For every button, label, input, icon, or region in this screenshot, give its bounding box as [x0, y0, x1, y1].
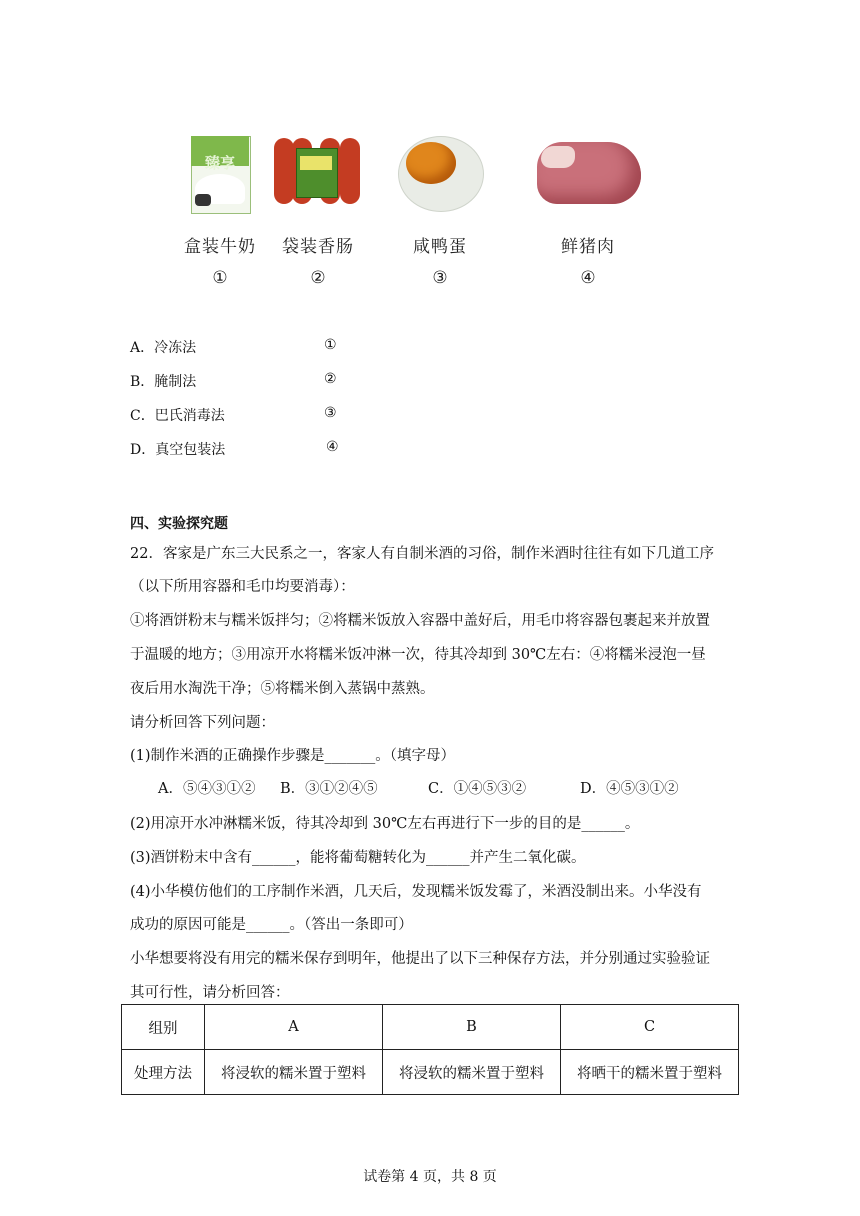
table-cell: B: [383, 1005, 561, 1050]
salted-egg-image: [392, 128, 488, 220]
figure-caption: 袋装香肠: [282, 237, 354, 257]
figure-item-sausage: [270, 128, 366, 288]
q22-line: 成功的原因可能是______。（答出一条即可）: [130, 917, 413, 933]
q22-line: (2)用凉开水冲淋糯米饭，待其冷却到 30℃左右再进行下一步的目的是______。: [130, 816, 640, 832]
figure-item-egg: [392, 128, 488, 288]
q22-line: 其可行性，请分析回答：: [130, 985, 290, 1001]
q22-line: 请分析回答下列问题：: [130, 715, 275, 731]
choice-d: D．④⑤③①②: [580, 781, 679, 797]
table-cell: 将浸软的糯米置于塑料: [205, 1050, 383, 1095]
q22-line: 于温暖的地方；③用凉开水将糯米饭冲淋一次，待其冷却到 30℃左右：④将糯米浸泡一昼: [130, 647, 706, 663]
q22-line: 22．客家是广东三大民系之一，客家人有自制米酒的习俗，制作米酒时往往有如下几道工序: [130, 546, 714, 562]
figure-caption: 鲜猪肉: [561, 237, 615, 257]
table-cell: A: [205, 1005, 383, 1050]
table-cell: 将晒干的糯米置于塑料: [561, 1050, 739, 1095]
q22-line: 夜后用水淘洗干净；⑤将糯米倒入蒸锅中蒸熟。: [130, 681, 435, 697]
figure-item-milk: [172, 128, 268, 288]
section-title: 四、实验探究题: [130, 516, 228, 532]
table-cell: 组别: [122, 1005, 205, 1050]
figure-caption: 盒装牛奶: [184, 237, 256, 257]
option-b: B．腌制法 ②: [130, 371, 337, 390]
milk-label-text: 臻享: [204, 154, 235, 172]
table-row: [122, 1005, 739, 1050]
sausage-image: [270, 128, 366, 220]
option-c: C．巴氏消毒法 ③: [130, 405, 337, 424]
q22-line: （以下所用容器和毛巾均要消毒）：: [130, 579, 355, 595]
q22-line: ①将酒饼粉末与糯米饭拌匀；②将糯米饭放入容器中盖好后，用毛巾将容器包裹起来并放置: [130, 613, 710, 629]
table-cell: 处理方法: [122, 1050, 205, 1095]
option-d: D．真空包装法 ④: [130, 439, 339, 458]
table-cell: 将浸软的糯米置于塑料: [383, 1050, 561, 1095]
page-footer: 试卷第 4 页，共 8 页: [363, 1169, 497, 1185]
figure-number: ②: [310, 268, 326, 288]
choice-b: B．③①②④⑤: [280, 781, 378, 797]
option-a: A．冷冻法 ①: [130, 337, 337, 356]
figure-caption: 咸鸭蛋: [413, 237, 467, 257]
table-cell: C: [561, 1005, 739, 1050]
choice-a: A．⑤④③①②: [158, 781, 256, 797]
experiment-table: [121, 1004, 739, 1095]
figure-item-pork: [540, 128, 636, 288]
choice-c: C．①④⑤③②: [428, 781, 527, 797]
table-row: [122, 1050, 739, 1095]
figure-number: ④: [580, 268, 596, 288]
q22-line: 小华想要将没有用完的糯米保存到明年，他提出了以下三种保存方法，并分别通过实验验证: [130, 951, 710, 967]
q22-line: (3)酒饼粉末中含有______，能将葡萄糖转化为______并产生二氧化碳。: [130, 850, 586, 866]
figure-number: ①: [212, 268, 228, 288]
food-figure: [172, 128, 672, 298]
q22-line: (4)小华模仿他们的工序制作米酒，几天后，发现糯米饭发霉了，米酒没制出来。小华没有: [130, 884, 702, 900]
milk-carton-image: [185, 128, 255, 220]
q22-line: (1)制作米酒的正确操作步骤是_______。（填字母）: [130, 748, 456, 764]
figure-number: ③: [432, 268, 448, 288]
pork-image: [533, 128, 643, 220]
